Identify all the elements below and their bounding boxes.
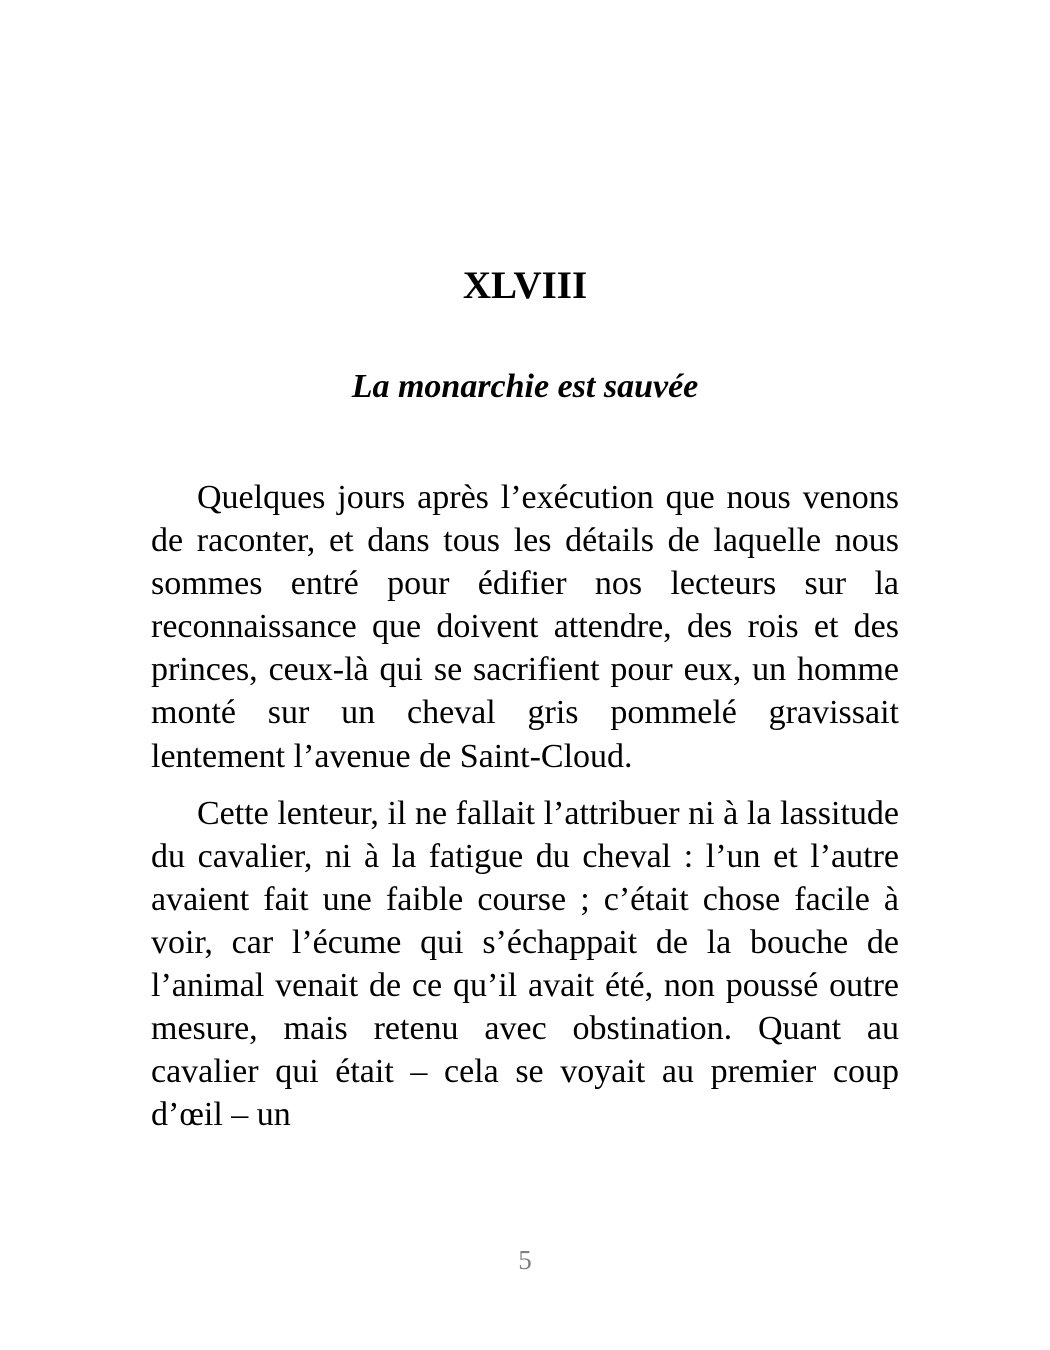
chapter-title: La monarchie est sauvée xyxy=(351,368,699,405)
chapter-number: XLVIII xyxy=(462,264,588,307)
paragraph: Quelques jours après l’exécution que nous venons de raconter, et dans tous les détails de laquelle nous sommes entré pour édifier nos lecteurs sur la reconnaissance que doivent attendre, des rois et des princes, ceux-là qui se sacrifient pour eux, un homme monté sur un cheval gris pommelé gravissait lentement l’avenue de Saint-Cloud. xyxy=(151,479,899,775)
page-number: 5 xyxy=(518,1245,532,1275)
chapter-body xyxy=(151,476,899,1150)
paragraph: Cette lenteur, il ne fallait l’attribuer ni à la lassitude du cavalier, ni à la fatigue du cheval : l’un et l’autre avaient fait une faible course ; c’était chose facile à voir, car l’écume qui s’échappait de la bouche de l’animal venait de ce qu’il avait été, non poussé outre mesure, mais retenu avec obstination. Quant au cavalier qui était – cela se voyait au premier coup d’œil – un xyxy=(151,794,899,1134)
